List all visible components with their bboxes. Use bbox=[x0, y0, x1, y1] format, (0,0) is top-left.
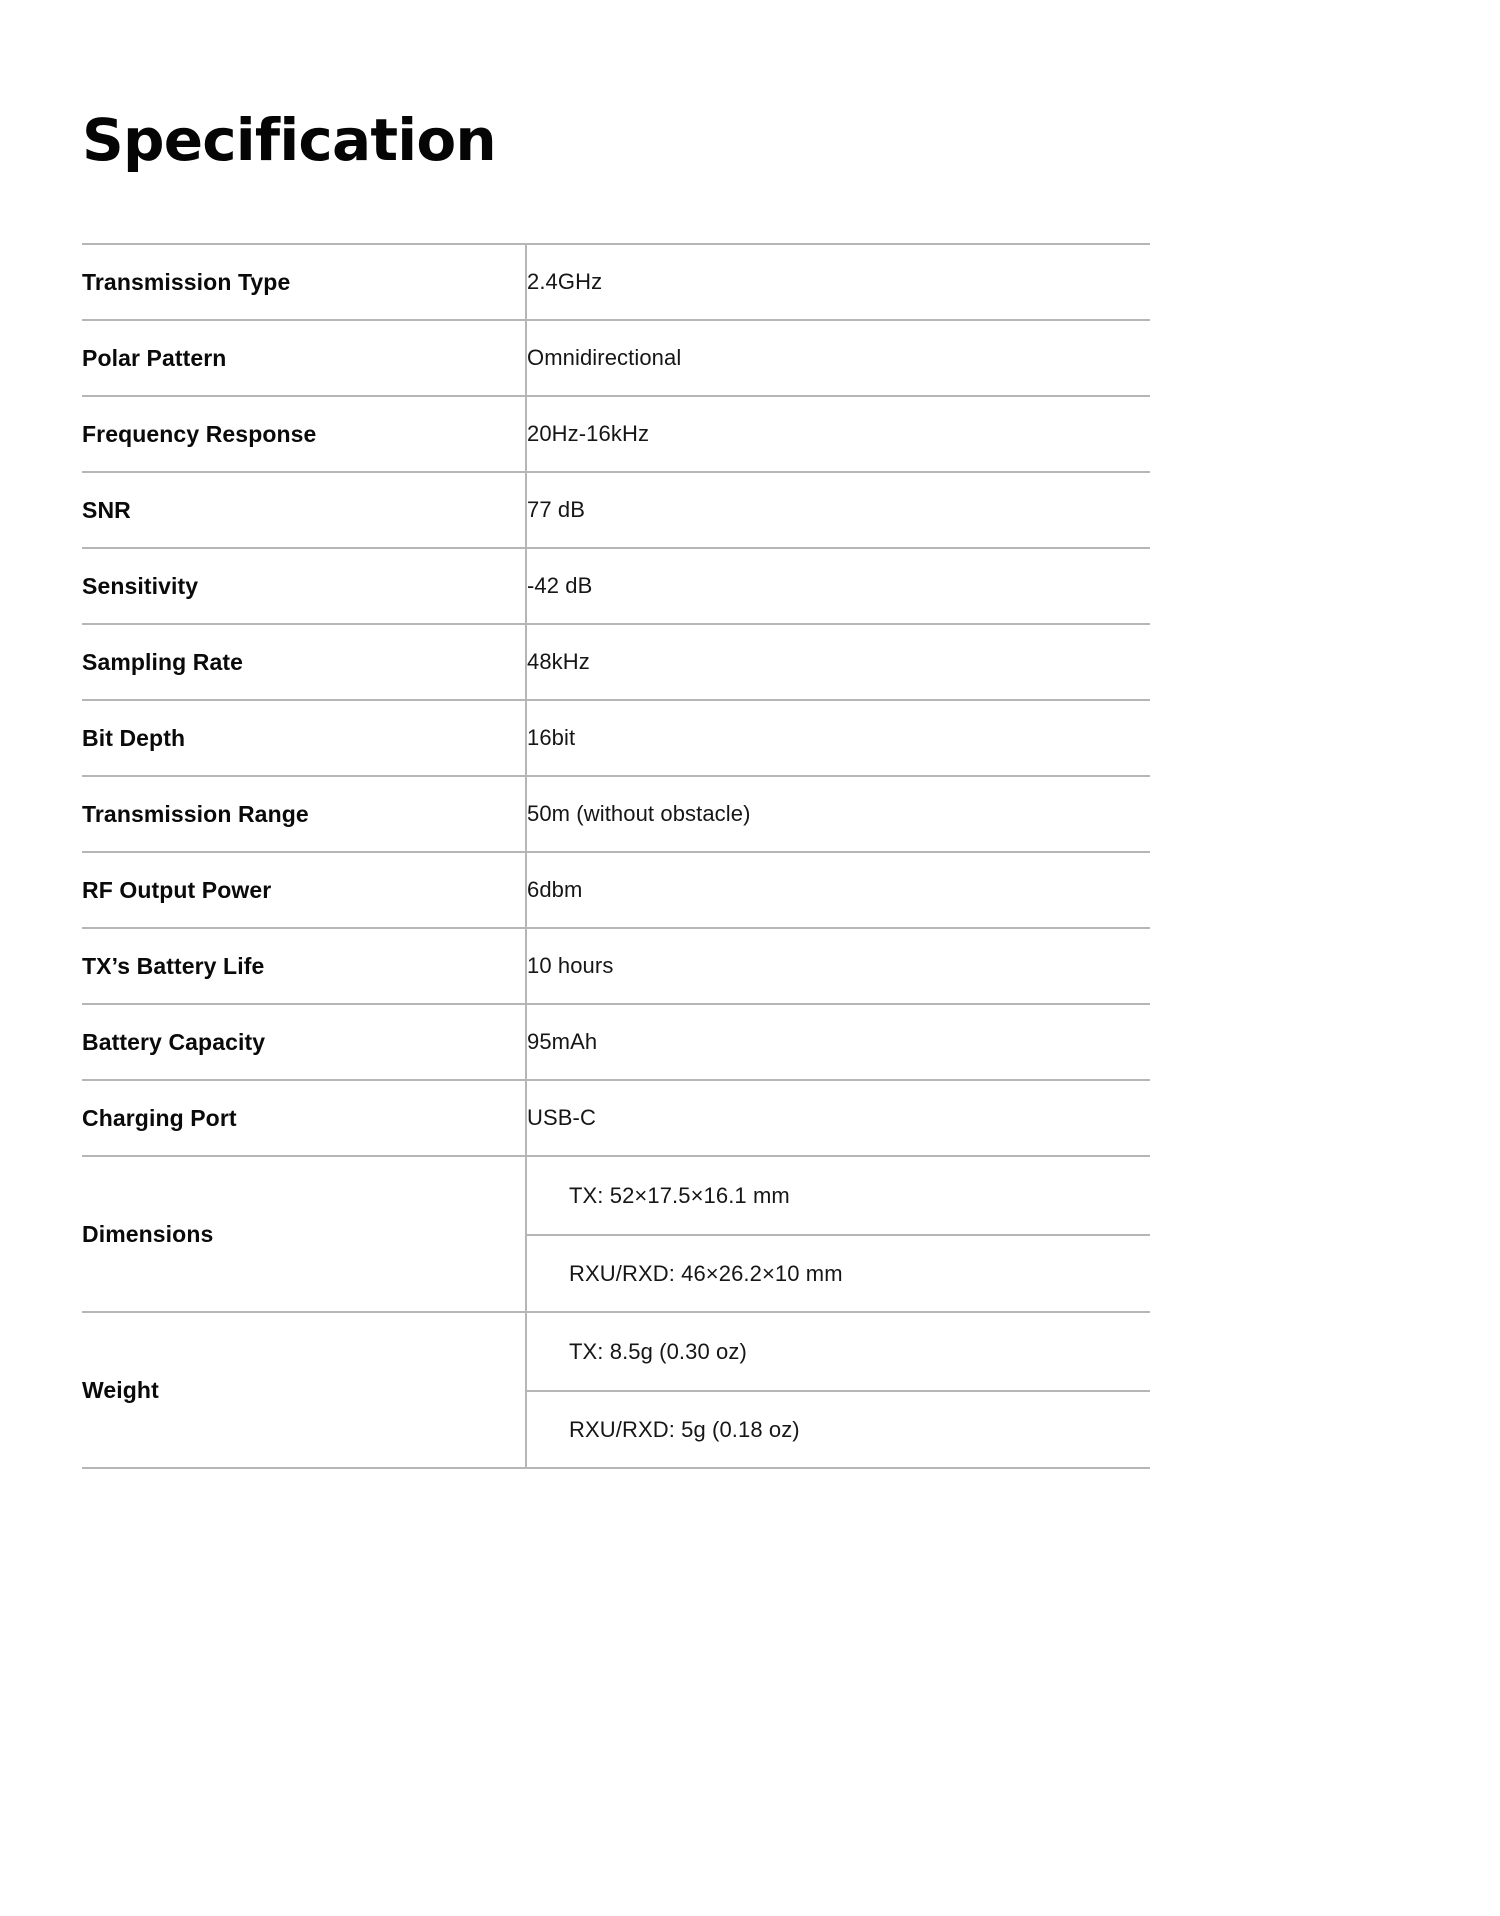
table-row bbox=[82, 776, 1150, 852]
spec-label-cell bbox=[82, 776, 526, 852]
table-row bbox=[82, 396, 1150, 472]
spec-value: 6dbm bbox=[527, 877, 583, 902]
spec-label-cell bbox=[82, 244, 526, 320]
spec-value: 20Hz-16kHz bbox=[527, 421, 650, 446]
spec-value-cell bbox=[526, 396, 1150, 472]
spec-value: 95mAh bbox=[527, 1029, 598, 1054]
page-title: Specification bbox=[82, 106, 496, 174]
spec-label: Transmission Range bbox=[82, 801, 309, 827]
spec-value-cell bbox=[526, 472, 1150, 548]
specification-table bbox=[82, 243, 1150, 1469]
spec-value-subrow bbox=[527, 1390, 1150, 1467]
spec-value: 48kHz bbox=[527, 649, 590, 674]
spec-label-cell bbox=[82, 472, 526, 548]
spec-value-cell bbox=[526, 928, 1150, 1004]
spec-label: Frequency Response bbox=[82, 421, 317, 447]
spec-label: Sensitivity bbox=[82, 573, 199, 599]
table-row bbox=[82, 320, 1150, 396]
spec-value: 50m (without obstacle) bbox=[527, 801, 751, 826]
spec-value: TX: 52×17.5×16.1 mm bbox=[569, 1182, 790, 1208]
spec-label: Weight bbox=[82, 1377, 159, 1403]
spec-label: Sampling Rate bbox=[82, 649, 244, 675]
spec-value: RXU/RXD: 46×26.2×10 mm bbox=[569, 1260, 843, 1286]
spec-label-cell bbox=[82, 396, 526, 472]
spec-value-subrow bbox=[527, 1313, 1150, 1390]
spec-label-cell bbox=[82, 852, 526, 928]
spec-label-cell bbox=[82, 1080, 526, 1156]
spec-value-cell bbox=[526, 1312, 1150, 1468]
spec-value-cell bbox=[526, 244, 1150, 320]
spec-value-subrow bbox=[527, 1234, 1150, 1311]
spec-label: TX’s Battery Life bbox=[82, 953, 265, 979]
spec-value-cell bbox=[526, 1080, 1150, 1156]
spec-label-cell bbox=[82, 1004, 526, 1080]
spec-label: Dimensions bbox=[82, 1221, 214, 1247]
table-row bbox=[82, 700, 1150, 776]
spec-label: Transmission Type bbox=[82, 269, 291, 295]
spec-value-cell bbox=[526, 1004, 1150, 1080]
spec-label-cell bbox=[82, 624, 526, 700]
spec-value: RXU/RXD: 5g (0.18 oz) bbox=[569, 1416, 800, 1442]
spec-value: 77 dB bbox=[527, 497, 585, 522]
spec-label: Battery Capacity bbox=[82, 1029, 266, 1055]
spec-value: 10 hours bbox=[527, 953, 614, 978]
table-row bbox=[82, 928, 1150, 1004]
spec-value: 16bit bbox=[527, 725, 576, 750]
spec-value: Omnidirectional bbox=[527, 345, 682, 370]
table-row bbox=[82, 624, 1150, 700]
spec-value-cell bbox=[526, 700, 1150, 776]
spec-value-cell bbox=[526, 624, 1150, 700]
table-row bbox=[82, 1312, 1150, 1468]
spec-label-cell bbox=[82, 1156, 526, 1312]
spec-label-cell bbox=[82, 928, 526, 1004]
spec-label: Charging Port bbox=[82, 1105, 237, 1131]
spec-value: USB-C bbox=[527, 1105, 596, 1130]
table-row bbox=[82, 852, 1150, 928]
spec-label: RF Output Power bbox=[82, 877, 272, 903]
table-row bbox=[82, 1156, 1150, 1312]
table-row bbox=[82, 472, 1150, 548]
spec-value: TX: 8.5g (0.30 oz) bbox=[569, 1338, 747, 1364]
spec-value-cell bbox=[526, 548, 1150, 624]
table-row bbox=[82, 244, 1150, 320]
spec-label-cell bbox=[82, 320, 526, 396]
spec-label-cell bbox=[82, 548, 526, 624]
table-row bbox=[82, 1080, 1150, 1156]
spec-value-cell bbox=[526, 320, 1150, 396]
spec-value: -42 dB bbox=[527, 573, 593, 598]
specification-table-body bbox=[82, 244, 1150, 1468]
spec-label: SNR bbox=[82, 497, 131, 523]
spec-value-cell bbox=[526, 852, 1150, 928]
spec-value-subrow bbox=[527, 1157, 1150, 1234]
spec-value-cell bbox=[526, 1156, 1150, 1312]
spec-value: 2.4GHz bbox=[527, 269, 603, 294]
spec-label-cell bbox=[82, 700, 526, 776]
spec-value-cell bbox=[526, 776, 1150, 852]
spec-label-cell bbox=[82, 1312, 526, 1468]
spec-label: Bit Depth bbox=[82, 725, 186, 751]
table-row bbox=[82, 548, 1150, 624]
table-row bbox=[82, 1004, 1150, 1080]
spec-label: Polar Pattern bbox=[82, 345, 227, 371]
